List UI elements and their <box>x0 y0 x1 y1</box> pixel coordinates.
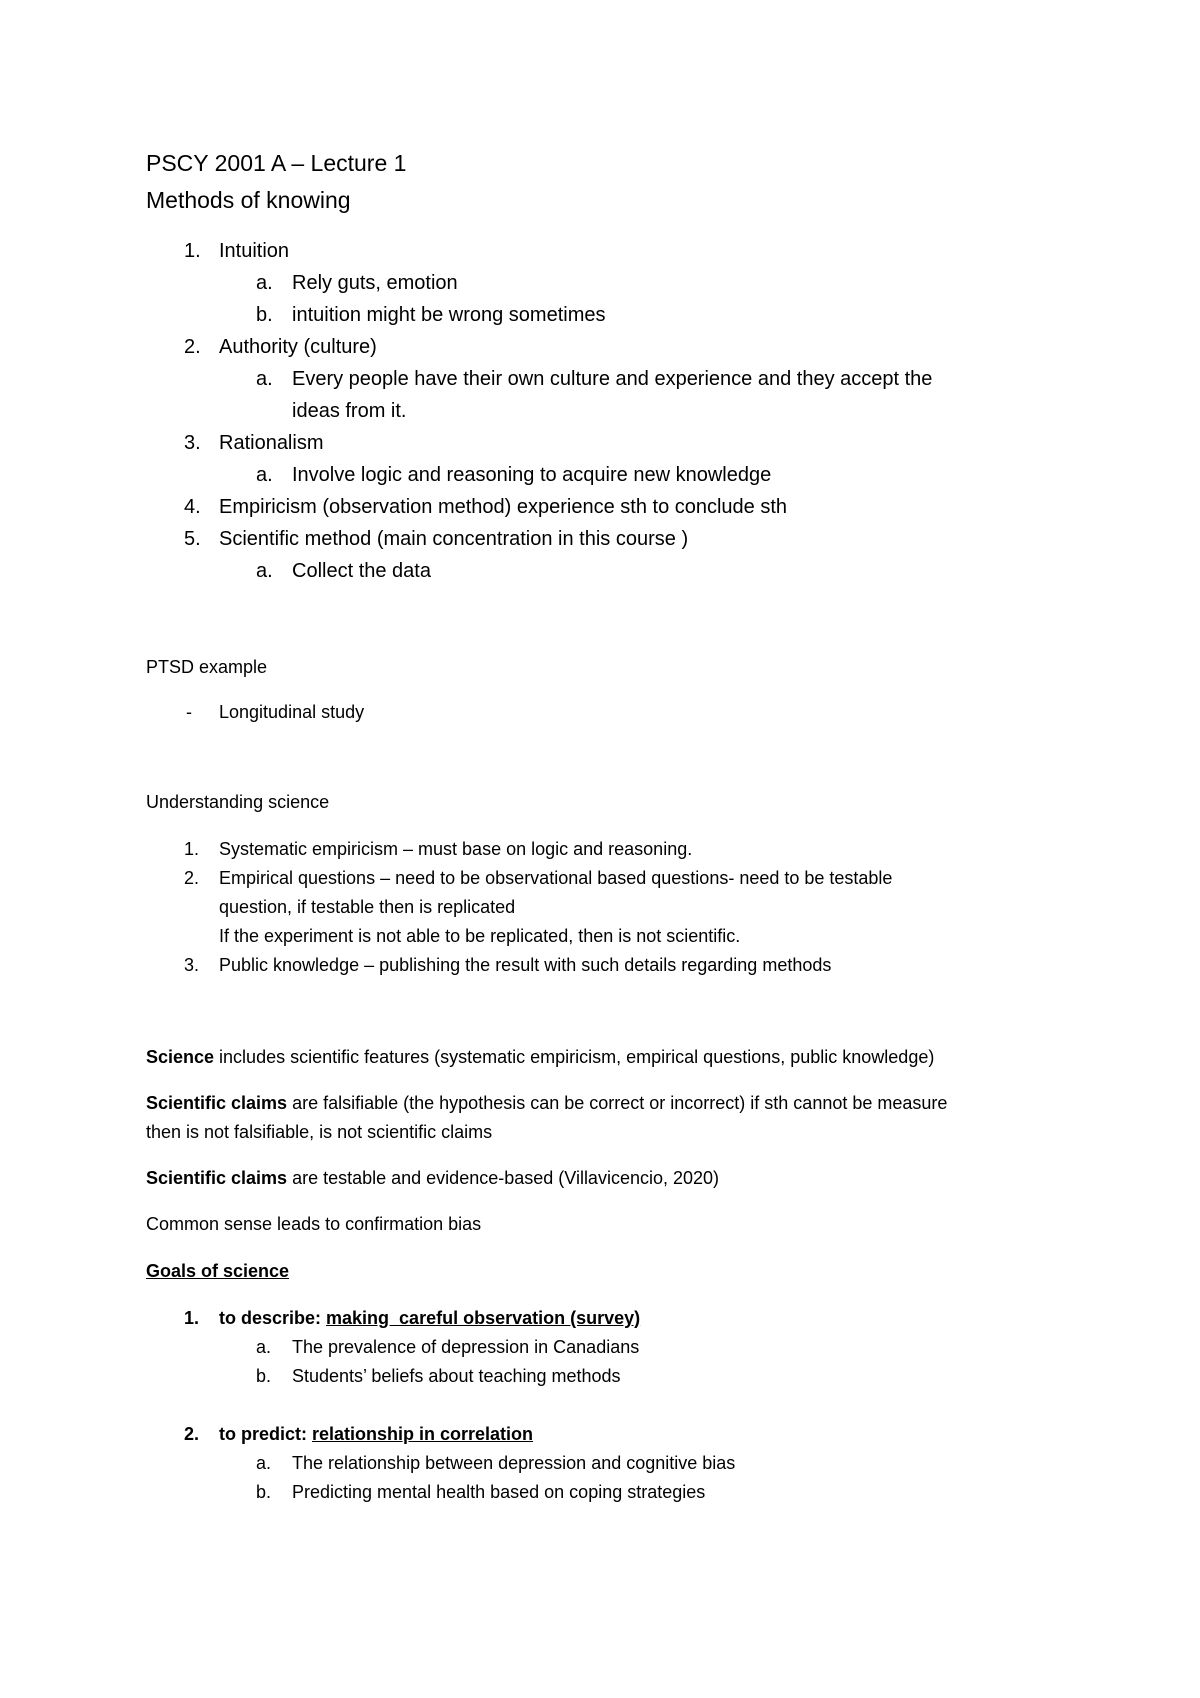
understanding-heading: Understanding science <box>146 792 330 812</box>
paragraph-continuation: then is not falsifiable, is not scientific claims <box>146 1122 493 1142</box>
goals-heading: Goals of science <box>146 1261 290 1281</box>
paragraph: Scientific claims are falsifiable (the hypothesis can be correct or incorrect) if sth cannot be measure <box>146 1093 948 1113</box>
document-page: PSCY 2001 A – Lecture 1 Methods of knowing 1. Intuition a. Rely guts, emotion b. intuition might be wrong sometimes 2. Authority (culture) a. Every people have their own culture and experience and they accept the ideas from it. 3. Rationalism a. Involve logic and reasoning to acquire new knowledge 4. Empiricism (observation method) experience sth to conclude sth 5. Scientific method (main concentration in this course ) a. Collect the data PTSD example - Longitudinal study Understanding science 1. Systematic empiricism – must base on logic and reasoning. 2. Empirical questions – need to be observational based questions- need to be testable question, if testable then is replicated If the experiment is not able to be replicated, then is not scientific. 3. Public knowledge – publishing the result with such details regarding methods Science includes scientific features (systematic empiricism, empirical questions, public knowledge) Scientific claims are falsifiable (the hypothesis can be correct or incorrect) if sth cannot be measure then is not falsifiable, is not scientific claims Scientific claims are testable and evidence-based (Villavicencio, 2020) Common sense leads to confirmation bias Goals of science 1. to describe: making careful observation (survey) a. The prevalence of depression in Canadians b. Students’ beliefs about teaching methods 2. to predict: relationship in correlation a. The relationship between depression and cognitive bias b. Predicting mental health based on coping strategies <box>146 150 948 1502</box>
ptsd-heading: PTSD example <box>146 657 268 677</box>
paragraph: Scientific claims are testable and evidence-based (Villavicencio, 2020) <box>146 1168 720 1188</box>
doc-title: PSCY 2001 A – Lecture 1 <box>146 150 407 176</box>
paragraph: Science includes scientific features (systematic empiricism, empirical questions, public knowledge) <box>146 1047 935 1067</box>
doc-subtitle: Methods of knowing <box>146 187 351 213</box>
paragraph: Common sense leads to confirmation bias <box>146 1214 482 1234</box>
